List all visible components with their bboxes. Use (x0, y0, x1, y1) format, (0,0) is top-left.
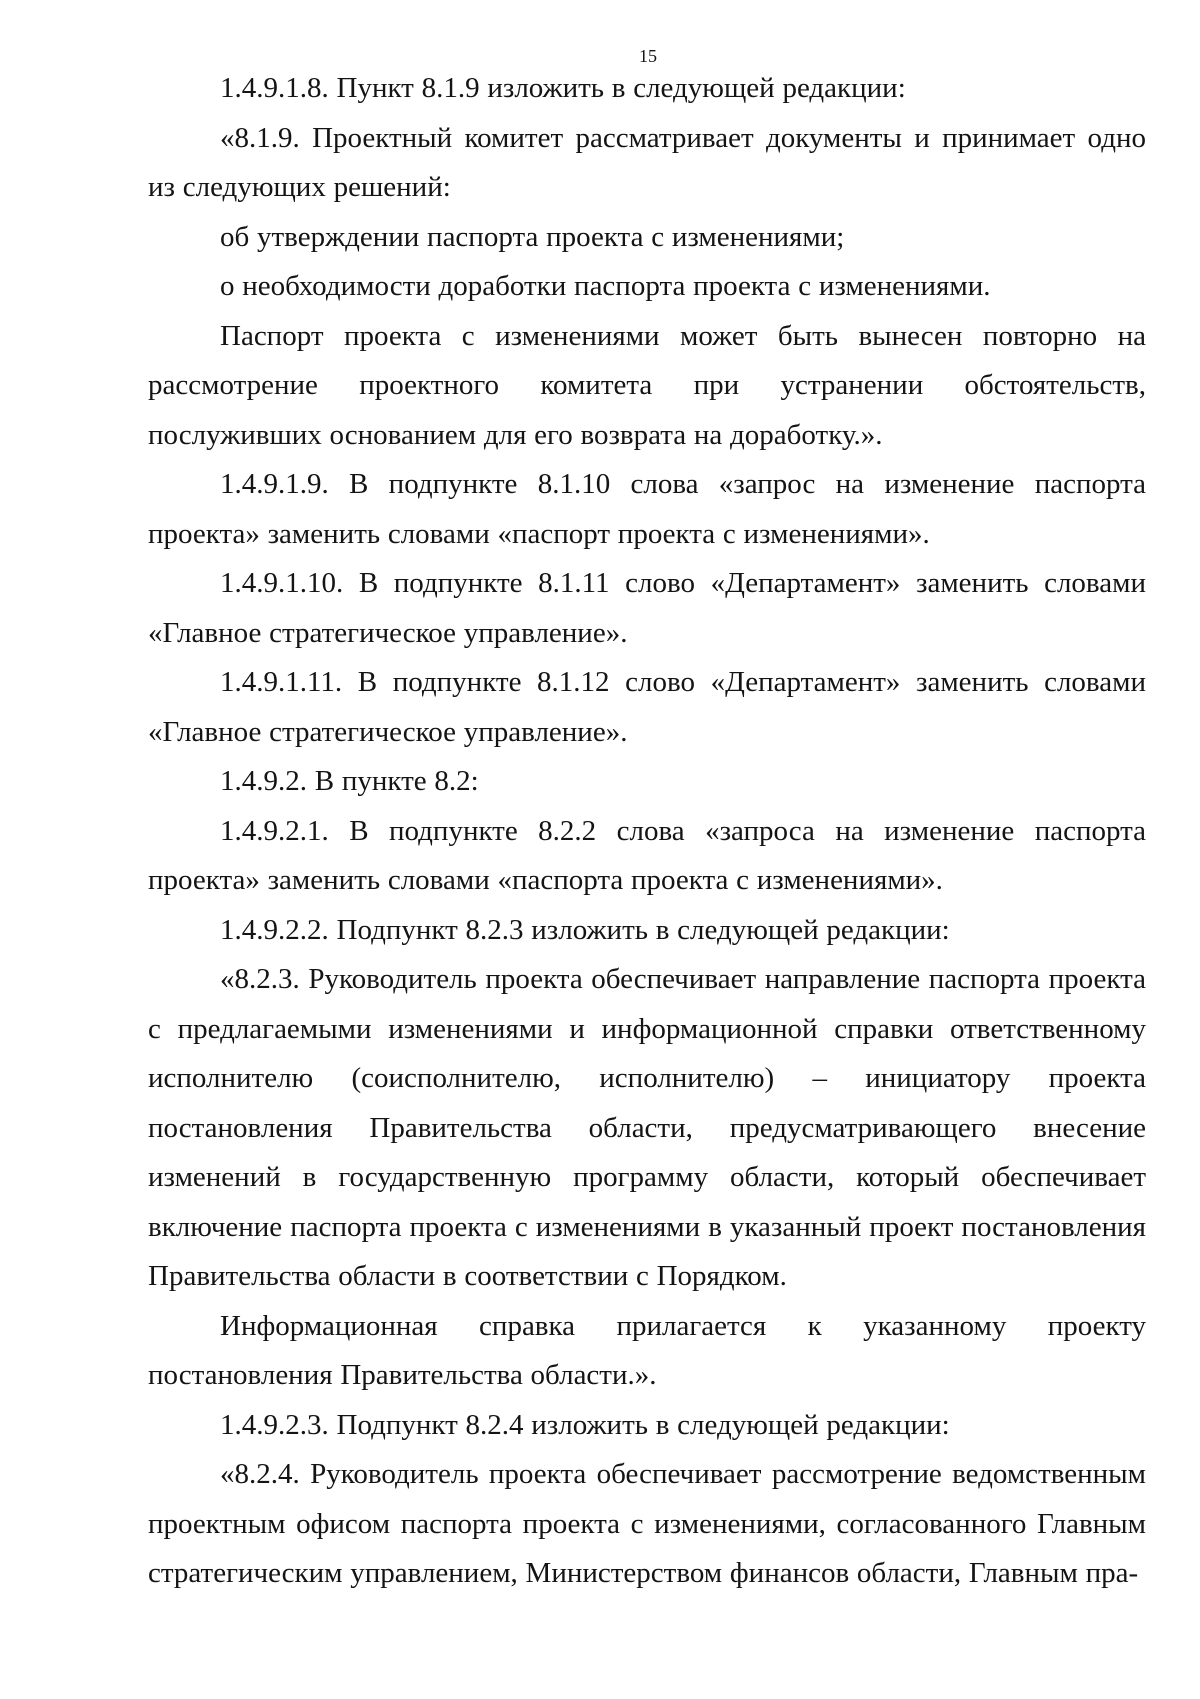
paragraph-info-note: Информационная справка прилагается к указанному проекту постановления Правительства области.». (148, 1309, 1146, 1391)
paragraph-8-1-9-quote: «8.1.9. Проектный комитет рассматривает документы и принимает одно из следующих решений: (148, 121, 1146, 203)
paragraph-passport-resubmit: Паспорт проекта с изменениями может быть вынесен повторно на рассмотрение проектного комитета при устранении обстоятельств, послуживших основанием для его возврата на доработку.». (148, 319, 1146, 451)
paragraph-1-4-9-1-10: 1.4.9.1.10. В подпункте 8.1.11 слово «Департамент» заменить словами «Главное стратегическое управление». (148, 567, 1146, 649)
paragraph-1-4-9-2-3: 1.4.9.2.3. Подпункт 8.2.4 изложить в следующей редакции: (220, 1408, 950, 1441)
paragraph-1-4-9-2-1: 1.4.9.2.1. В подпункте 8.2.2 слова «запроса на изменение паспорта проекта» заменить словами «паспорта проекта с изменениями». (148, 814, 1146, 896)
paragraph-1-4-9-1-11: 1.4.9.1.11. В подпункте 8.1.12 слово «Департамент» заменить словами «Главное стратегическое управление». (148, 666, 1146, 748)
paragraph-decision-approve: об утверждении паспорта проекта с изменениями; (220, 220, 845, 253)
page-number: 15 (639, 46, 657, 66)
paragraph-decision-rework: о необходимости доработки паспорта проекта с изменениями. (220, 270, 991, 302)
paragraph-1-4-9-1-8: 1.4.9.1.8. Пункт 8.1.9 изложить в следующей редакции: (220, 72, 906, 104)
paragraph-1-4-9-1-9: 1.4.9.1.9. В подпункте 8.1.10 слова «запрос на изменение паспорта проекта» заменить словами «паспорт проекта с изменениями». (148, 468, 1146, 550)
paragraph-8-2-3-quote: «8.2.3. Руководитель проекта обеспечивает направление паспорта проекта с предлагаемыми изменениями и информационной справки ответственному исполнителю (соисполнителю, исполнителю) – инициатору проекта постановления Правительства области, предусматривающего внесение изменений в государственную программу области, который обеспечивает включение паспорта проекта с изменениями в указанный проект постановления Правительства области в соответствии с Порядком. (148, 963, 1146, 1292)
paragraph-1-4-9-2-2: 1.4.9.2.2. Подпункт 8.2.3 изложить в следующей редакции: (220, 913, 950, 946)
paragraph-8-2-4-quote: «8.2.4. Руководитель проекта обеспечивает рассмотрение ведомственным проектным офисом паспорта проекта с изменениями, согласованного Главным стратегическим управлением, Министерством финансов области, Главным пра- (148, 1458, 1146, 1589)
document-body (148, 64, 1146, 1599)
paragraph-1-4-9-2: 1.4.9.2. В пункте 8.2: (220, 765, 479, 797)
